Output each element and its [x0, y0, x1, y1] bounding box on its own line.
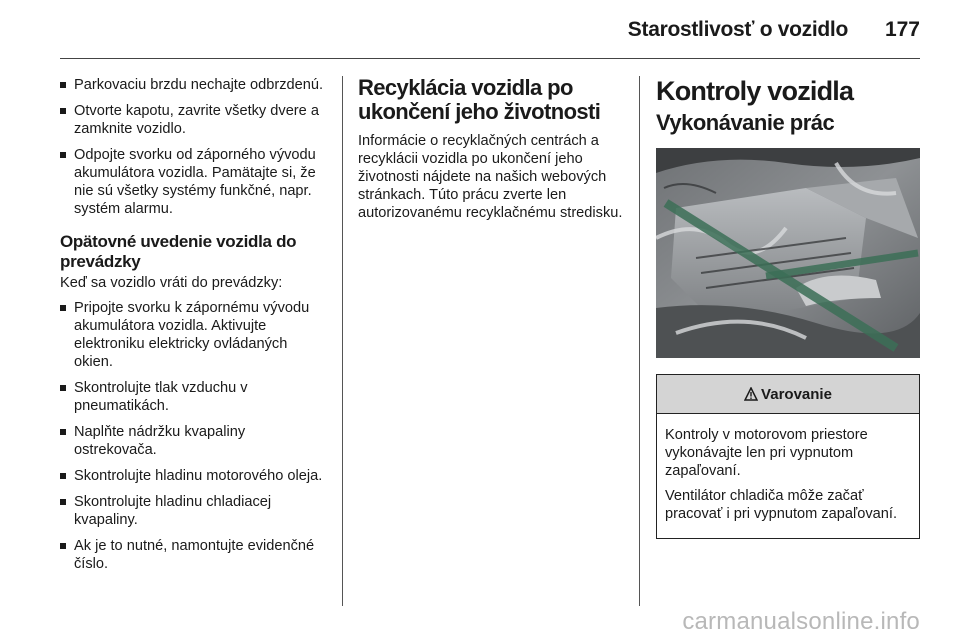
- page-header: [60, 16, 920, 50]
- list-item: Ak je to nutné, namontujte evidenčné číslo.: [60, 537, 328, 573]
- list-item: Odpojte svorku od záporného vývodu akumulátora vozidla. Pamätajte si, že nie sú všetky systémy funkčné, napr. systém alarmu.: [60, 146, 328, 218]
- heading-vehicle-checks: Kontroly vozidla: [656, 76, 854, 106]
- engine-bay-photo: [656, 148, 920, 358]
- warning-paragraph: Kontroly v motorovom priestore vykonávajte len pri vypnutom zapaľovaní.: [665, 427, 868, 479]
- column-1: [60, 76, 328, 581]
- square-bullet-icon: [60, 473, 66, 479]
- square-bullet-icon: [60, 543, 66, 549]
- square-bullet-icon: [60, 82, 66, 88]
- bullet-list-bottom: [60, 299, 328, 573]
- recycling-text: Informácie o recyklačných centrách a recyklácii vozidla po ukončení jeho životnosti nájdete na našich webových stránkach. Túto prácu zverte len autorizovanému recyklačnému stredisku.: [358, 133, 623, 221]
- list-item: Parkovaciu brzdu nechajte odbrzdenú.: [60, 76, 328, 94]
- warning-box: [656, 374, 920, 539]
- bullet-list-top: [60, 76, 328, 218]
- subheading-reactivation: Opätovné uvedenie vozidla do prevádzky: [60, 232, 297, 271]
- list-item: Skontrolujte hladinu chladiacej kvapaliny.: [60, 493, 328, 529]
- square-bullet-icon: [60, 499, 66, 505]
- square-bullet-icon: [60, 429, 66, 435]
- list-item: Skontrolujte tlak vzduchu v pneumatikách.: [60, 379, 328, 415]
- square-bullet-icon: [60, 108, 66, 114]
- warning-header: [657, 375, 919, 414]
- warning-triangle-icon: [744, 387, 758, 401]
- column-divider-2: [639, 76, 640, 606]
- warning-body: [657, 414, 919, 538]
- warning-paragraph: Ventilátor chladiča môže začať pracovať i pri vypnutom zapaľovaní.: [665, 488, 897, 522]
- section-title: Starostlivosť o vozidlo: [627, 18, 848, 41]
- header-divider: [60, 58, 920, 59]
- warning-title: Varovanie: [761, 385, 832, 403]
- heading-recycling: Recyklácia vozidla po ukončení jeho životnosti: [358, 75, 601, 124]
- column-divider-1: [342, 76, 343, 606]
- column-3: [656, 76, 920, 539]
- square-bullet-icon: [60, 385, 66, 391]
- subheading-performing-work: Vykonávanie prác: [656, 110, 835, 135]
- list-item: Naplňte nádržku kvapaliny ostrekovača.: [60, 423, 328, 459]
- watermark: carmanualsonline.info: [682, 608, 920, 635]
- page-number: 177: [884, 18, 920, 41]
- list-item: Pripojte svorku k zápornému vývodu akumulátora vozidla. Aktivujte elektroniku elektricky ovládaných okien.: [60, 299, 328, 371]
- square-bullet-icon: [60, 305, 66, 311]
- list-item: Otvorte kapotu, zavrite všetky dvere a zamknite vozidlo.: [60, 102, 328, 138]
- list-item: Skontrolujte hladinu motorového oleja.: [60, 467, 328, 485]
- column-2: [358, 76, 624, 229]
- square-bullet-icon: [60, 152, 66, 158]
- intro-text: Keď sa vozidlo vráti do prevádzky:: [60, 275, 283, 291]
